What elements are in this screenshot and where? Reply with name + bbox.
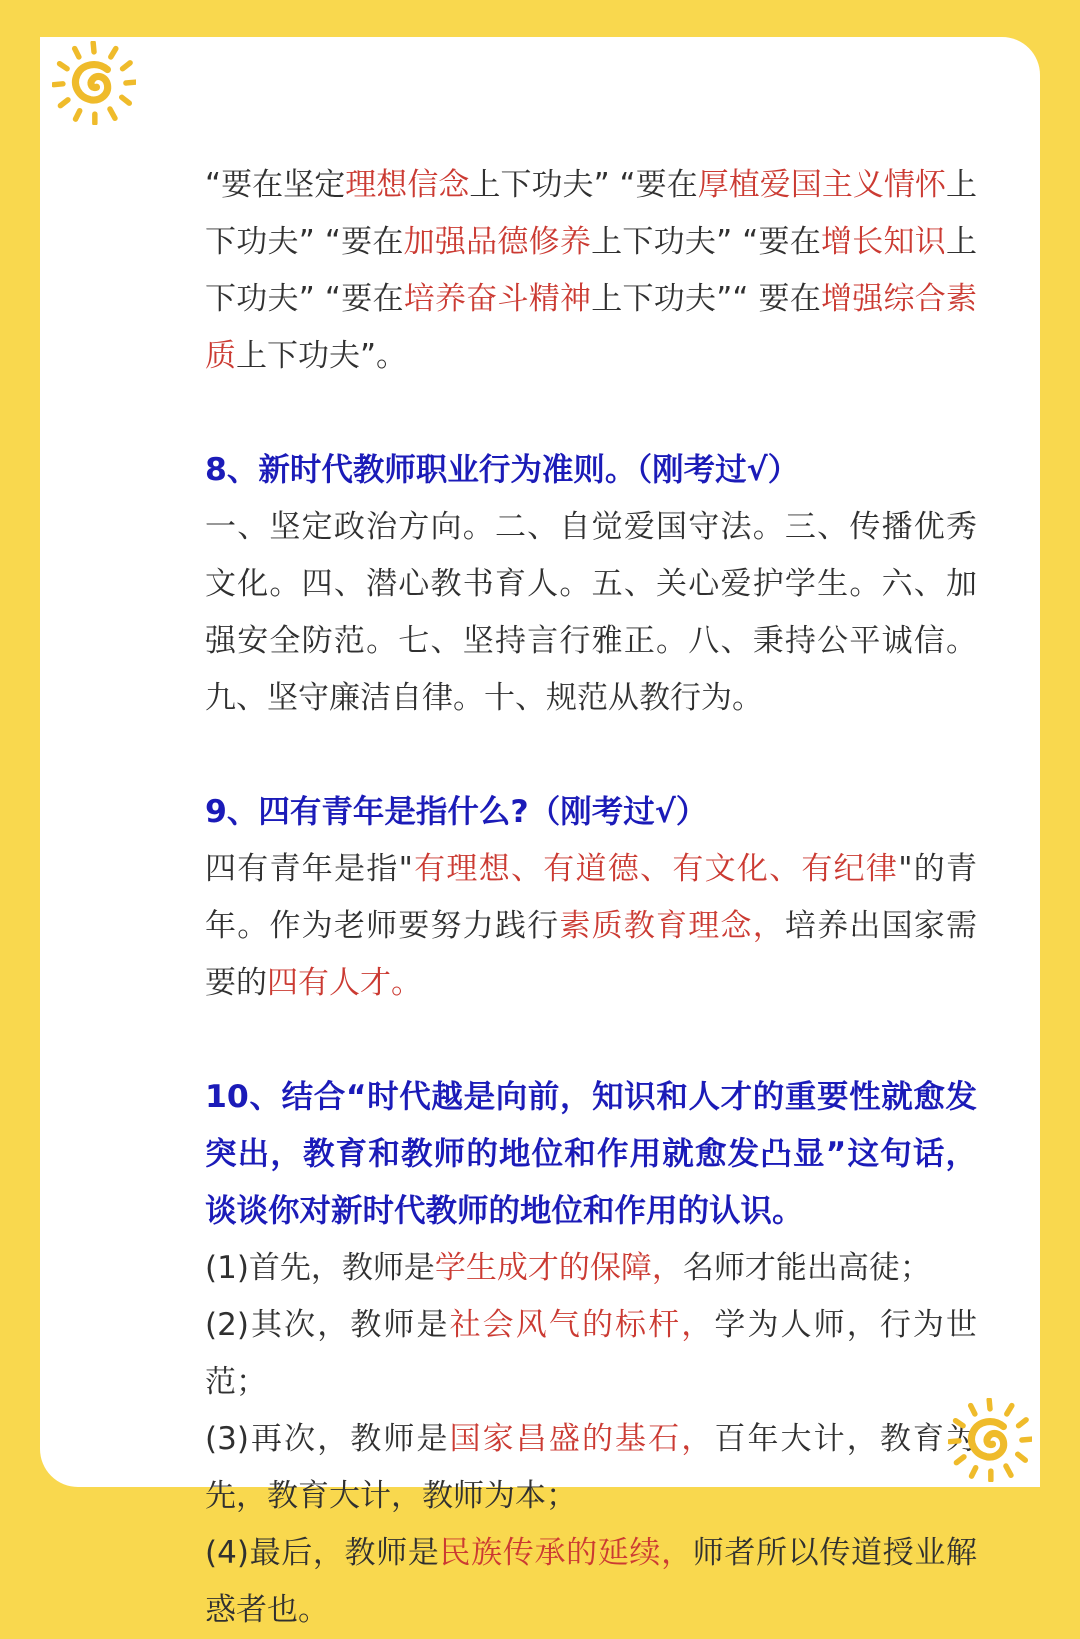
- highlight-red: 有理想、有道德、有文化、有纪律: [412, 851, 899, 887]
- highlight-red: 学生成才的保障，: [434, 1250, 683, 1286]
- text-segment: (1)首先，教师是: [205, 1250, 435, 1286]
- text-segment: 一、坚定政治方向。二、自觉爱国守法。三、传播优秀文化。四、潜心教书育人。五、关心爱护学生。六、加强安全防范。七、坚持言行雅正。八、秉持公平诚信。九、坚守廉洁自律。十、规范从教行为。: [205, 509, 977, 716]
- highlight-red: 素质教育理念，: [559, 908, 785, 944]
- note-card: [40, 37, 1040, 1628]
- text-segment: 上下功夫”“ 要在: [591, 281, 821, 317]
- section-heading: 9、四有青年是指什么?（刚考过√）: [205, 794, 708, 830]
- text-segment: (4)最后，教师是: [205, 1535, 440, 1571]
- text-segment: 培养出国家需要的: [205, 908, 978, 1001]
- paragraph: [205, 1411, 977, 1525]
- section-q9: [205, 784, 977, 1012]
- highlight-red: 社会风气的标杆，: [449, 1307, 715, 1343]
- text-segment: 师者所以传道授业解惑者也。: [205, 1535, 977, 1628]
- section-intro-quote: [205, 157, 977, 385]
- highlight-red: 民族传承的延续，: [439, 1535, 693, 1571]
- text-segment: 学为人师，行为世范；: [205, 1307, 978, 1400]
- highlight-red: 培养奋斗精神: [403, 281, 592, 317]
- text-segment: 上下功夫” “要在: [469, 167, 698, 203]
- highlight-red: 增长知识: [821, 224, 946, 260]
- text-segment: 四有青年是指": [205, 851, 413, 887]
- paragraph: [205, 1297, 977, 1411]
- text-segment: (2)其次，教师是: [205, 1307, 450, 1343]
- text-segment: 上下功夫”。: [236, 338, 408, 374]
- text-segment: “要在坚定: [205, 167, 346, 203]
- highlight-red: 国家昌盛的基石，: [449, 1421, 715, 1457]
- paragraph: [205, 1525, 977, 1639]
- sun-icon: [948, 1398, 1032, 1482]
- text-segment: 名师才能出高徒；: [682, 1250, 931, 1286]
- highlight-red: 理想信念: [345, 167, 470, 203]
- highlight-red: 增强综合素质: [205, 281, 977, 374]
- text-segment: "的青年。作为老师要努力践行: [205, 851, 978, 944]
- text-segment: 百年大计，教育为先，教育大计，教师为本；: [205, 1421, 978, 1514]
- text-segment: 上下功夫” “要在: [205, 167, 978, 260]
- paragraph: [205, 1240, 977, 1297]
- section-q8: [205, 442, 977, 727]
- paragraph: [205, 499, 977, 727]
- highlight-red: 四有人才。: [267, 965, 422, 1001]
- paragraph: [205, 841, 977, 1012]
- text-segment: 上下功夫” “要在: [591, 224, 822, 260]
- highlight-red: 加强品德修养: [403, 224, 592, 260]
- section-heading: 8、新时代教师职业行为准则。（刚考过√）: [205, 452, 800, 488]
- paragraph: [205, 157, 977, 385]
- text-segment: 上下功夫” “要在: [205, 224, 977, 317]
- highlight-red: 厚植爱国主义情怀: [697, 167, 947, 203]
- document-body: [205, 157, 977, 1639]
- text-segment: (3)再次，教师是: [205, 1421, 450, 1457]
- section-q10: [205, 1069, 977, 1639]
- sun-icon: [52, 41, 136, 125]
- section-heading: 10、结合“时代越是向前，知识和人才的重要性就愈发突出，教育和教师的地位和作用就愈发凸显”这句话，谈谈你对新时代教师的地位和作用的认识。: [205, 1079, 977, 1229]
